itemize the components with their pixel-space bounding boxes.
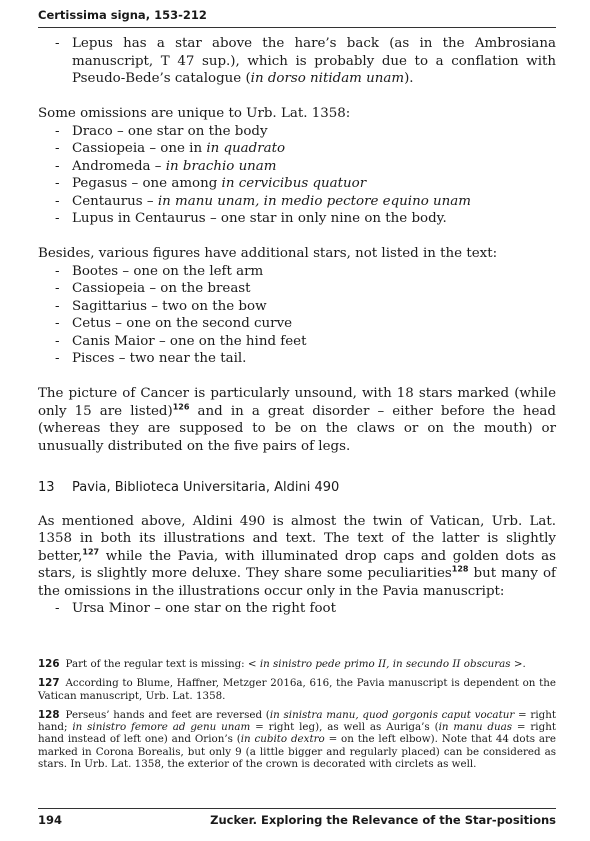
footnote-number: 126 xyxy=(38,658,60,670)
pavia-paragraph: As mentioned above, Aldini 490 is almost the twin of Vatican, Urb. Lat. 1358 in both its illustrations and text. The text of the latter is slightly better,$^{127}$ while the Pavia, with illuminated drop caps and golden dots as stars, is slightly more deluxe. They share some peculiarities$^{128}$ but many of the omissions in the illustrations occur only in the Pavia manuscript: xyxy=(38,513,556,599)
pavia-list xyxy=(38,600,556,618)
lepus-list xyxy=(38,35,556,88)
list-item: - Sagittarius – two on the bow xyxy=(38,298,556,316)
page-footer xyxy=(38,808,556,827)
list-item: - Bootes – one on the left arm xyxy=(38,263,556,281)
cancer-paragraph: The picture of Cancer is particularly unsound, with 18 stars marked (while only 15 are listed)$^{126}$ and in a great disorder – either before the head (whereas they are supposed to be on the claws or on the mouth) or unusually distributed on the five pairs of legs. xyxy=(38,386,556,454)
footnote-ref-127[interactable]: 127 xyxy=(82,547,100,557)
omissions-list xyxy=(38,123,556,228)
list-item: - Lupus in Centaurus – one star in only nine on the body. xyxy=(38,210,556,228)
list-item: - Pegasus – one among in cervicibus quatuor xyxy=(38,175,556,193)
list-item: - Cassiopeia – on the breast xyxy=(38,280,556,298)
section-title: Pavia, Biblioteca Universitaria, Aldini 490 xyxy=(72,480,340,495)
footnote-128: 128 Perseus’ hands and feet are reversed (in sinistra manu, quod gorgonis caput vocatur = right hand; in sinistro femore ad genu unam = right leg), as well as Auriga’s (in manu duas = right hand instead of left one) and Orion’s (in cubito dextro = on the left elbow). Note that 44 dots are marked in Corona Borealis, but only 9 (a little bigger and regularly placed) can be considered as stars. In Urb. Lat. 1358, the exterior of the crown is decorated with circlets as well. xyxy=(38,708,557,771)
list-item: - Cetus – one on the second curve xyxy=(38,315,556,333)
list-item: - Pisces – two near the tail. xyxy=(38,350,556,368)
book-title: Zucker. Exploring the Relevance of the Star-positions xyxy=(210,813,556,827)
additional-list xyxy=(38,263,556,368)
list-item: - Draco – one star on the body xyxy=(38,123,556,141)
section-heading xyxy=(38,479,556,497)
footnotes xyxy=(38,658,556,777)
main-text xyxy=(38,35,556,618)
omissions-intro: Some omissions are unique to Urb. Lat. 1358: xyxy=(38,106,351,121)
footnote-number: 127 xyxy=(38,677,60,690)
list-item: - Canis Maior – one on the hind feet xyxy=(38,333,556,351)
footnote-126: 126 Part of the regular text is missing: < in sinistro pede primo II, in secundo II obscuras >. xyxy=(38,658,526,670)
list-item: - Cassiopeia – one in in quadrato xyxy=(38,140,556,158)
page-number: 194 xyxy=(38,813,63,827)
list-item: - Lepus has a star above the hare’s back (as in the Ambrosiana manuscript, T 47 sup.), which is probably due to a conflation with Pseudo-Bede’s catalogue (in dorso nitidam unam). xyxy=(38,35,556,88)
running-head: Certissima signa, 153-212 xyxy=(38,8,556,28)
section-number: 13 xyxy=(38,480,55,495)
list-item: - Andromeda – in brachio unam xyxy=(38,158,556,176)
footnote-ref-128[interactable]: 128 xyxy=(451,564,469,574)
footnote-number: 128 xyxy=(38,708,60,721)
list-item: - Ursa Minor – one star on the right foot xyxy=(38,600,556,618)
list-item: - Centaurus – in manu unam, in medio pectore equino unam xyxy=(38,193,556,211)
footnote-127: 127 According to Blume, Haffner, Metzger 2016a, 616, the Pavia manuscript is dependent on the Vatican manuscript, Urb. Lat. 1358. xyxy=(38,677,556,702)
additional-intro: Besides, various figures have additional stars, not listed in the text: xyxy=(38,246,498,261)
footnote-ref-126[interactable]: 126 xyxy=(172,402,190,412)
